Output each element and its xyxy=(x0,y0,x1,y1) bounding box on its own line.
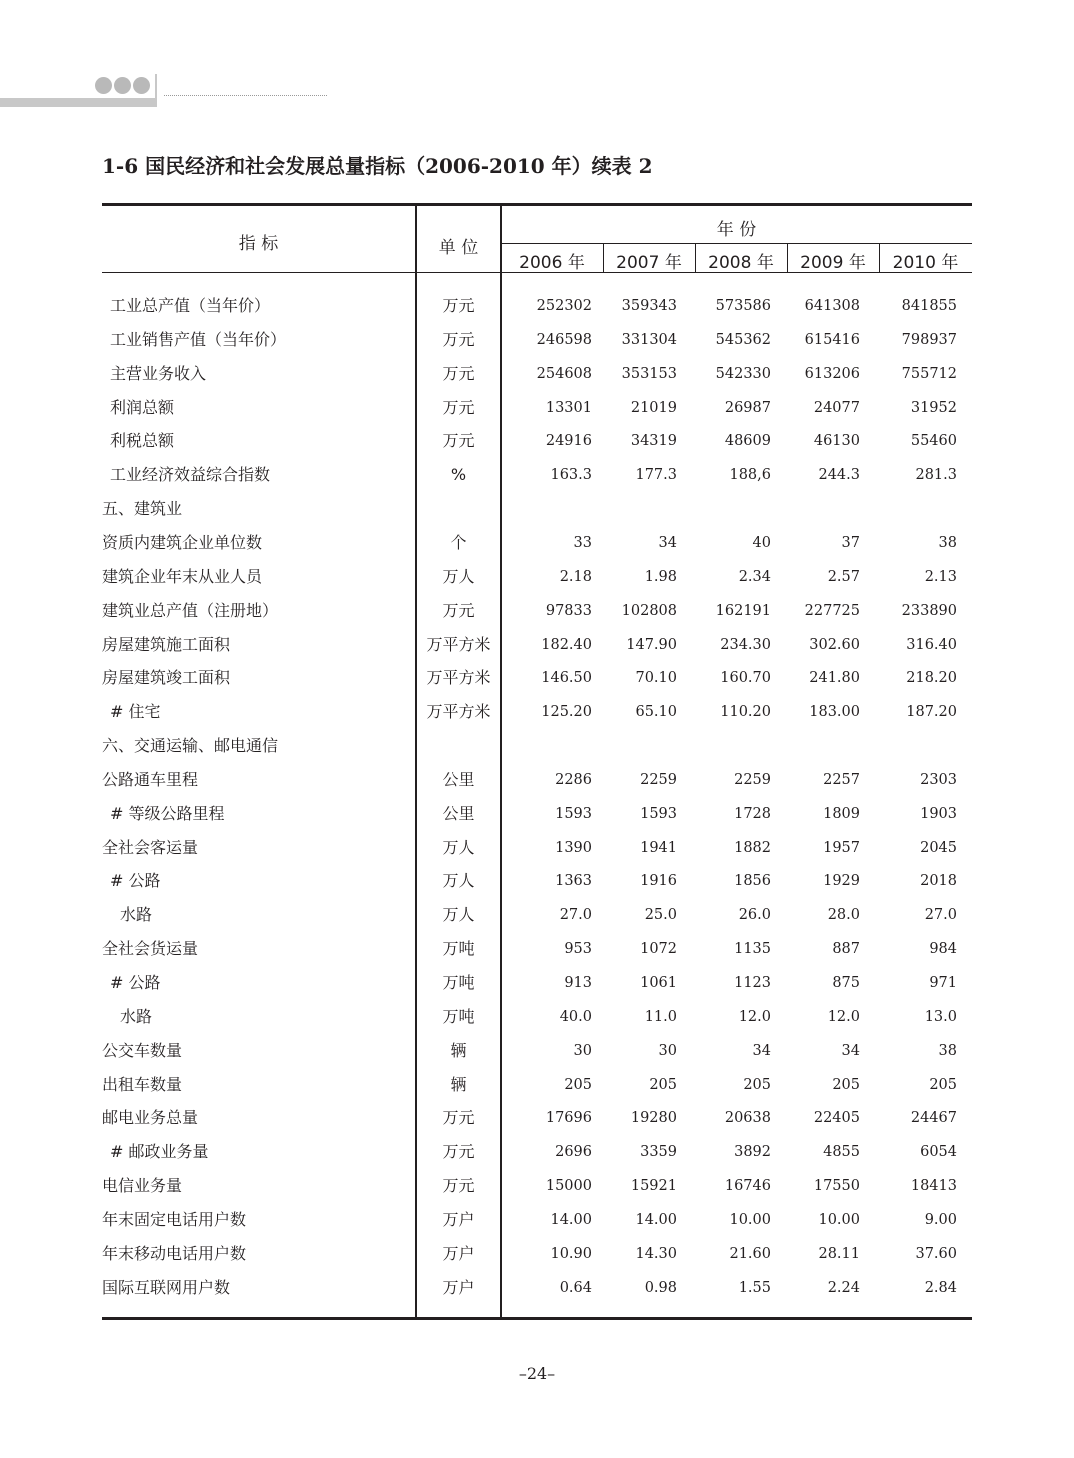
row-unit: 万元 xyxy=(442,1142,475,1162)
value-cell: 641308 xyxy=(804,298,860,314)
header-year: 2009 年 xyxy=(800,253,866,273)
value-cell: 187.20 xyxy=(906,704,957,721)
value-cell: 26987 xyxy=(724,399,771,416)
value-cell: 102808 xyxy=(621,602,677,619)
table-row xyxy=(102,1068,972,1102)
header-divider xyxy=(155,74,157,107)
value-cell: 37 xyxy=(841,534,860,551)
row-unit: 万户 xyxy=(442,1243,475,1263)
table-row xyxy=(102,864,972,898)
value-cell: 542330 xyxy=(715,365,771,382)
row-unit: 万平方米 xyxy=(426,634,491,654)
value-cell: 26.0 xyxy=(738,907,771,924)
table-row xyxy=(102,323,972,357)
value-cell: 1.98 xyxy=(644,568,677,585)
row-label: 主营业务收入 xyxy=(110,363,207,383)
row-label: # 公路 xyxy=(110,871,161,891)
value-cell: 1072 xyxy=(640,941,677,958)
row-label: 公交车数量 xyxy=(102,1040,183,1060)
value-cell: 281.3 xyxy=(915,467,957,484)
row-unit: 个 xyxy=(450,532,467,552)
value-cell: 15000 xyxy=(545,1178,592,1195)
header-year: 2006 年 xyxy=(519,253,585,273)
value-cell: 233890 xyxy=(901,602,957,619)
value-cell: 2259 xyxy=(734,771,771,788)
row-label: 六、交通运输、邮电通信 xyxy=(102,736,279,756)
value-cell: 19280 xyxy=(630,1110,677,1127)
row-label: 利税总额 xyxy=(110,431,175,451)
row-label: 公路通车里程 xyxy=(102,769,199,789)
value-cell: 1856 xyxy=(734,873,771,890)
value-cell: 18413 xyxy=(910,1178,957,1195)
row-unit: 万元 xyxy=(442,296,475,315)
value-cell: 2257 xyxy=(823,771,860,788)
table-row xyxy=(102,1101,972,1135)
value-cell: 10.90 xyxy=(550,1245,592,1262)
value-cell: 12.0 xyxy=(738,1008,771,1025)
table-row xyxy=(102,1135,972,1169)
value-cell: 2.24 xyxy=(827,1279,860,1296)
table-row xyxy=(102,1271,972,1305)
value-cell: 2259 xyxy=(640,771,677,788)
table-title: 1-6 国民经济和社会发展总量指标（2006-2010 年）续表 2 xyxy=(102,154,653,178)
value-cell: 1363 xyxy=(555,873,592,890)
row-unit: 辆 xyxy=(450,1040,467,1060)
table-row xyxy=(102,458,972,492)
table-row xyxy=(102,1237,972,1271)
table-row xyxy=(102,932,972,966)
year-group-rule xyxy=(501,243,972,244)
value-cell: 755712 xyxy=(901,365,957,382)
value-cell: 1728 xyxy=(734,805,771,822)
row-unit: 万人 xyxy=(442,905,475,925)
table-row xyxy=(102,289,972,323)
page-number: –24– xyxy=(518,1364,556,1383)
value-cell: 0.98 xyxy=(644,1279,677,1296)
row-label: # 等级公路里程 xyxy=(110,803,225,823)
value-cell: 34 xyxy=(752,1042,771,1059)
value-cell: 147.90 xyxy=(626,636,677,653)
value-cell: 46130 xyxy=(813,433,860,450)
table-bottom-rule xyxy=(102,1317,972,1320)
header-dot-icon xyxy=(133,77,150,94)
value-cell: 1061 xyxy=(640,975,677,991)
value-cell: 1123 xyxy=(734,975,771,991)
value-cell: 177.3 xyxy=(635,467,677,484)
row-label: 全社会货运量 xyxy=(102,939,199,959)
row-unit: 万人 xyxy=(442,566,475,586)
value-cell: 28.0 xyxy=(827,907,860,924)
value-cell: 2.84 xyxy=(924,1279,957,1296)
row-unit: 万人 xyxy=(442,871,475,891)
table-row xyxy=(102,898,972,932)
value-cell: 10.00 xyxy=(818,1211,860,1228)
row-unit: 公里 xyxy=(442,769,475,789)
value-cell: 15921 xyxy=(630,1178,677,1195)
header-dot-icon xyxy=(114,77,131,94)
row-unit: 万元 xyxy=(442,600,475,620)
row-label: 水路 xyxy=(120,905,153,925)
value-cell: 1929 xyxy=(823,873,860,890)
value-cell: 12.0 xyxy=(827,1008,860,1025)
value-cell: 38 xyxy=(938,534,957,551)
table-row xyxy=(102,797,972,831)
value-cell: 205 xyxy=(929,1076,957,1093)
value-cell: 234.30 xyxy=(720,636,771,653)
value-cell: 2.18 xyxy=(559,568,592,585)
value-cell: 2.34 xyxy=(738,568,771,585)
value-cell: 183.00 xyxy=(809,704,860,721)
value-cell: 27.0 xyxy=(559,907,592,924)
row-label: 出租车数量 xyxy=(102,1074,183,1094)
value-cell: 14.00 xyxy=(550,1211,592,1228)
value-cell: 33 xyxy=(573,534,592,551)
value-cell: 24916 xyxy=(545,433,592,450)
value-cell: 40.0 xyxy=(559,1008,592,1025)
value-cell: 331304 xyxy=(621,331,677,348)
value-cell: 254608 xyxy=(536,365,592,382)
table-row xyxy=(102,1000,972,1034)
table-row xyxy=(102,492,972,526)
value-cell: 615416 xyxy=(804,331,860,348)
value-cell: 205 xyxy=(743,1076,771,1093)
value-cell: 30 xyxy=(573,1042,592,1059)
table-row xyxy=(102,1034,972,1068)
value-cell: 2303 xyxy=(920,771,957,788)
value-cell: 97833 xyxy=(545,602,592,619)
row-unit: 万元 xyxy=(442,397,475,417)
value-cell: 4855 xyxy=(823,1144,860,1161)
value-cell: 13.0 xyxy=(924,1008,957,1025)
value-cell: 887 xyxy=(832,941,860,958)
value-cell: 188,6 xyxy=(729,467,771,484)
value-cell: 25.0 xyxy=(644,907,677,924)
row-unit: 万吨 xyxy=(442,1006,475,1026)
value-cell: 146.50 xyxy=(541,670,592,687)
row-label: # 邮政业务量 xyxy=(110,1142,209,1162)
header-bar xyxy=(0,98,157,107)
value-cell: 48609 xyxy=(724,433,771,450)
value-cell: 841855 xyxy=(901,298,957,314)
value-cell: 24077 xyxy=(813,399,860,416)
row-label: # 公路 xyxy=(110,973,161,992)
table-row xyxy=(102,695,972,729)
value-cell: 10.00 xyxy=(729,1211,771,1228)
value-cell: 1390 xyxy=(555,839,592,856)
value-cell: 1882 xyxy=(734,839,771,856)
value-cell: 353153 xyxy=(621,365,677,382)
row-unit: 万元 xyxy=(442,431,475,451)
value-cell: 30 xyxy=(658,1042,677,1059)
value-cell: 2.13 xyxy=(924,568,957,585)
header-unit: 单 位 xyxy=(438,238,479,258)
row-unit: 万元 xyxy=(442,329,475,349)
row-unit: % xyxy=(450,465,467,485)
value-cell: 0.64 xyxy=(559,1279,592,1296)
row-label: 全社会客运量 xyxy=(102,837,199,857)
value-cell: 70.10 xyxy=(635,670,677,687)
table-row xyxy=(102,628,972,662)
value-cell: 14.00 xyxy=(635,1211,677,1228)
value-cell: 241.80 xyxy=(809,670,860,687)
table-row xyxy=(102,729,972,763)
row-label: 资质内建筑企业单位数 xyxy=(102,532,263,552)
row-label: 房屋建筑竣工面积 xyxy=(102,668,231,688)
value-cell: 21019 xyxy=(630,399,677,416)
value-cell: 613206 xyxy=(804,365,860,382)
value-cell: 2045 xyxy=(920,839,957,856)
value-cell: 11.0 xyxy=(644,1008,677,1025)
value-cell: 3892 xyxy=(734,1144,771,1161)
value-cell: 17696 xyxy=(545,1110,592,1127)
header-year: 2010 年 xyxy=(892,253,959,273)
value-cell: 16746 xyxy=(724,1178,771,1195)
row-label: # 住宅 xyxy=(110,702,161,722)
value-cell: 40 xyxy=(752,534,771,551)
header-year: 2008 年 xyxy=(708,253,774,273)
value-cell: 22405 xyxy=(813,1110,860,1127)
table-row xyxy=(102,391,972,425)
value-cell: 227725 xyxy=(804,602,860,619)
value-cell: 14.30 xyxy=(635,1245,677,1262)
value-cell: 2.57 xyxy=(827,568,860,585)
value-cell: 573586 xyxy=(715,298,771,314)
value-cell: 31952 xyxy=(910,399,957,416)
row-unit: 万元 xyxy=(442,1176,475,1196)
value-cell: 984 xyxy=(929,941,957,958)
value-cell: 2286 xyxy=(555,771,592,788)
value-cell: 359343 xyxy=(621,298,677,314)
row-label: 年末移动电话用户数 xyxy=(102,1243,247,1263)
value-cell: 13301 xyxy=(545,399,592,416)
row-label: 电信业务量 xyxy=(102,1176,183,1196)
value-cell: 34 xyxy=(658,534,677,551)
value-cell: 1957 xyxy=(823,839,860,856)
row-unit: 公里 xyxy=(442,803,475,823)
value-cell: 3359 xyxy=(640,1144,677,1161)
header-dotted-line xyxy=(164,95,327,96)
row-label: 利润总额 xyxy=(110,397,175,417)
value-cell: 20638 xyxy=(724,1110,771,1127)
row-unit: 万人 xyxy=(442,837,475,857)
row-unit: 辆 xyxy=(450,1074,467,1094)
value-cell: 160.70 xyxy=(720,670,771,687)
value-cell: 205 xyxy=(649,1076,677,1093)
value-cell: 38 xyxy=(938,1042,957,1059)
value-cell: 65.10 xyxy=(635,704,677,721)
value-cell: 17550 xyxy=(813,1178,860,1195)
value-cell: 34 xyxy=(841,1042,860,1059)
table-row xyxy=(102,357,972,391)
value-cell: 1593 xyxy=(640,805,677,822)
value-cell: 1903 xyxy=(920,805,957,822)
table-row xyxy=(102,661,972,695)
header-indicator: 指 标 xyxy=(238,234,279,254)
row-unit: 万元 xyxy=(442,1108,475,1128)
row-unit: 万吨 xyxy=(442,939,475,959)
value-cell: 205 xyxy=(832,1076,860,1093)
value-cell: 27.0 xyxy=(924,907,957,924)
value-cell: 9.00 xyxy=(924,1211,957,1228)
value-cell: 798937 xyxy=(901,331,957,348)
table-top-rule xyxy=(102,203,972,206)
row-unit: 万户 xyxy=(442,1277,475,1297)
value-cell: 913 xyxy=(564,975,592,991)
value-cell: 244.3 xyxy=(818,467,860,484)
value-cell: 316.40 xyxy=(906,636,957,653)
row-label: 建筑业总产值（注册地） xyxy=(102,600,279,620)
value-cell: 246598 xyxy=(536,331,592,348)
value-cell: 2018 xyxy=(920,873,957,890)
value-cell: 953 xyxy=(564,941,592,958)
table-row xyxy=(102,594,972,628)
value-cell: 24467 xyxy=(910,1110,957,1127)
value-cell: 182.40 xyxy=(541,636,592,653)
value-cell: 110.20 xyxy=(720,704,771,721)
value-cell: 1941 xyxy=(640,839,677,856)
row-label: 工业总产值（当年价） xyxy=(110,296,271,315)
table-row xyxy=(102,560,972,594)
row-label: 国际互联网用户数 xyxy=(102,1277,231,1297)
row-label: 建筑企业年末从业人员 xyxy=(102,566,263,586)
value-cell: 162191 xyxy=(715,602,771,619)
value-cell: 28.11 xyxy=(818,1245,860,1262)
table-row xyxy=(102,1169,972,1203)
value-cell: 34319 xyxy=(630,433,677,450)
value-cell: 6054 xyxy=(920,1144,957,1161)
row-label: 水路 xyxy=(120,1006,153,1026)
row-label: 年末固定电话用户数 xyxy=(102,1209,247,1229)
value-cell: 1916 xyxy=(640,873,677,890)
header-year-group: 年 份 xyxy=(716,220,757,240)
table-row xyxy=(102,424,972,458)
row-label: 五、建筑业 xyxy=(102,499,183,519)
value-cell: 55460 xyxy=(910,433,957,450)
value-cell: 21.60 xyxy=(729,1245,771,1262)
header-dot-icon xyxy=(95,77,112,94)
row-unit: 万平方米 xyxy=(426,702,491,722)
row-label: 工业经济效益综合指数 xyxy=(110,465,271,485)
value-cell: 37.60 xyxy=(915,1245,957,1262)
header-year: 2007 年 xyxy=(616,253,682,273)
row-unit: 万户 xyxy=(442,1209,475,1229)
row-label: 工业销售产值（当年价） xyxy=(110,329,287,349)
row-label: 邮电业务总量 xyxy=(102,1108,199,1128)
table-row xyxy=(102,763,972,797)
value-cell: 125.20 xyxy=(541,704,592,721)
row-unit: 万吨 xyxy=(442,973,475,992)
table-row xyxy=(102,831,972,865)
value-cell: 545362 xyxy=(715,331,771,348)
value-cell: 1.55 xyxy=(738,1279,771,1296)
value-cell: 205 xyxy=(564,1076,592,1093)
value-cell: 2696 xyxy=(555,1144,592,1161)
value-cell: 1809 xyxy=(823,805,860,822)
value-cell: 1135 xyxy=(734,941,771,958)
value-cell: 252302 xyxy=(536,298,592,314)
value-cell: 971 xyxy=(929,975,957,991)
row-unit: 万元 xyxy=(442,363,475,383)
table-row xyxy=(102,966,972,1000)
value-cell: 875 xyxy=(832,975,860,991)
value-cell: 302.60 xyxy=(809,636,860,653)
row-unit: 万平方米 xyxy=(426,668,491,688)
row-label: 房屋建筑施工面积 xyxy=(102,634,231,654)
value-cell: 1593 xyxy=(555,805,592,822)
value-cell: 163.3 xyxy=(550,467,592,484)
table-row xyxy=(102,1203,972,1237)
value-cell: 218.20 xyxy=(906,670,957,687)
table-row xyxy=(102,526,972,560)
